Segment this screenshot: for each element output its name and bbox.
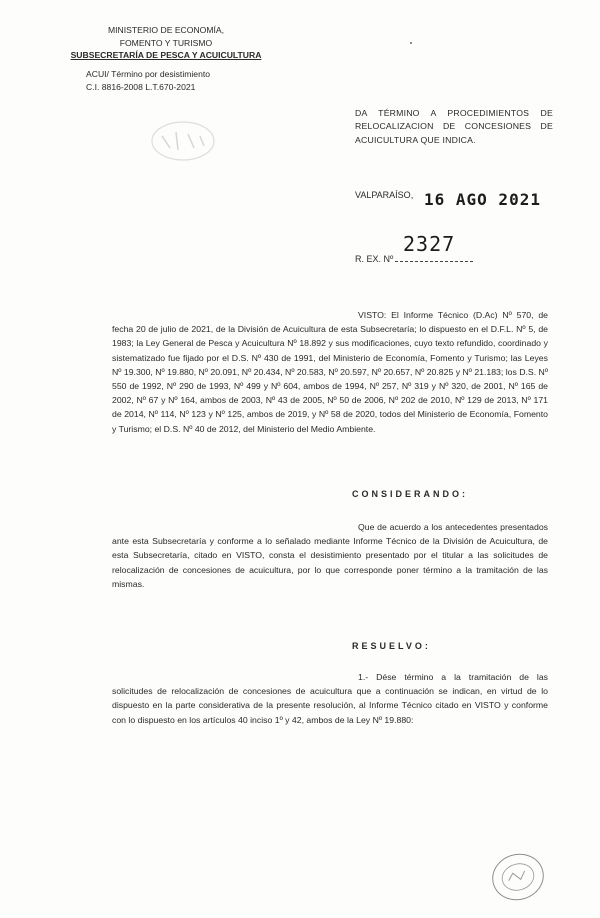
matter-summary: DA TÉRMINO A PROCEDIMIENTOS DE RELOCALIZACION DE CONCESIONES DE ACUICULTURA QUE INDICA. (355, 108, 553, 145)
reference-line-subject: ACUI/ Término por desistimiento (86, 69, 211, 79)
resuelvo-paragraph: 1.- Dése término a la tramitación de las solicitudes de relocalización de concesiones de acuicultura que a continuación se indican, en virtud de lo dispuesto en la parte considerativa de la presente resolución, al Informe Técnico citado en VISTO y conforme con lo dispuesto en los artículos 40 inciso 1º y 42, ambos de la Ley Nº 19.880: (112, 672, 548, 725)
reference-line-code: C.I. 8816-2008 L.T.670-2021 (86, 81, 196, 92)
considerando-heading: CONSIDERANDO: (352, 489, 469, 499)
date-stamp: 16 AGO 2021 (424, 190, 541, 209)
header-line-subsecretaria: SUBSECRETARÍA DE PESCA Y ACUICULTURA (70, 50, 262, 61)
header-line-ministry: MINISTERIO DE ECONOMÍA, (107, 25, 225, 35)
resuelvo-heading: RESUELVO: (352, 641, 431, 651)
place-label: VALPARAÍSO, (355, 190, 414, 200)
visto-paragraph: VISTO: El Informe Técnico (D.Ac) Nº 570, de fecha 20 de julio de 2021, de la División de Acuicultura de esta Subsecretaría; lo dispuesto en el D.F.L. Nº 5, de 1983; la Ley General de Pesca y Acuicultura Nº 18.892 y sus modificaciones, cuyo texto refundido, coordinado y sistematizado fue fijado por el D.S. Nº 430 de 1991, del Ministerio de Economía, Fomento y Turismo; las Leyes Nº 19.300, Nº 19.880, Nº 20.091, Nº 20.434, Nº 20.583, Nº 20.597, Nº 20.657, Nº 20.825 y Nº 21.183; los D.S. Nº 550 de 1992, Nº 290 de 1993, Nº 499 y Nº 604, ambos de 1994, Nº 257, Nº 319 y Nº 320, de 2001, Nº 165 de 2002, Nº 67 y Nº 164, ambos de 2003, Nº 43 de 2005, Nº 50 de 2006, Nº 202 de 2010, Nº 129 de 2013, Nº 171 de 2014, Nº 114, Nº 123 y Nº 125, ambos de 2019, y Nº 58 de 2020, todos del Ministerio de Economía, Fomento y Turismo; el D.S. Nº 40 de 2012, del Ministerio del Medio Ambiente. (112, 310, 548, 434)
resolution-underline (395, 261, 473, 262)
faint-stamp-mark (148, 118, 218, 164)
page-seal-stamp (487, 848, 550, 907)
resolution-label: R. EX. Nº (355, 254, 394, 264)
header-line-fomento: FOMENTO Y TURISMO (119, 37, 213, 48)
ministry-header (68, 24, 264, 62)
considerando-paragraph: Que de acuerdo a los antecedentes presentados ante esta Subsecretaría y conforme a lo señalado mediante Informe Técnico de la División de Acuicultura, de esta Subsecretaría, citado en VISTO, consta el desistimiento presentado por el titular a las solicitudes de relocalización de concesiones de acuicultura, por lo que corresponde poner término a la tramitación de las mismas. (112, 522, 548, 589)
resolution-number: 2327 (403, 232, 456, 256)
speck-mark (410, 42, 412, 44)
reference-block (86, 68, 210, 93)
